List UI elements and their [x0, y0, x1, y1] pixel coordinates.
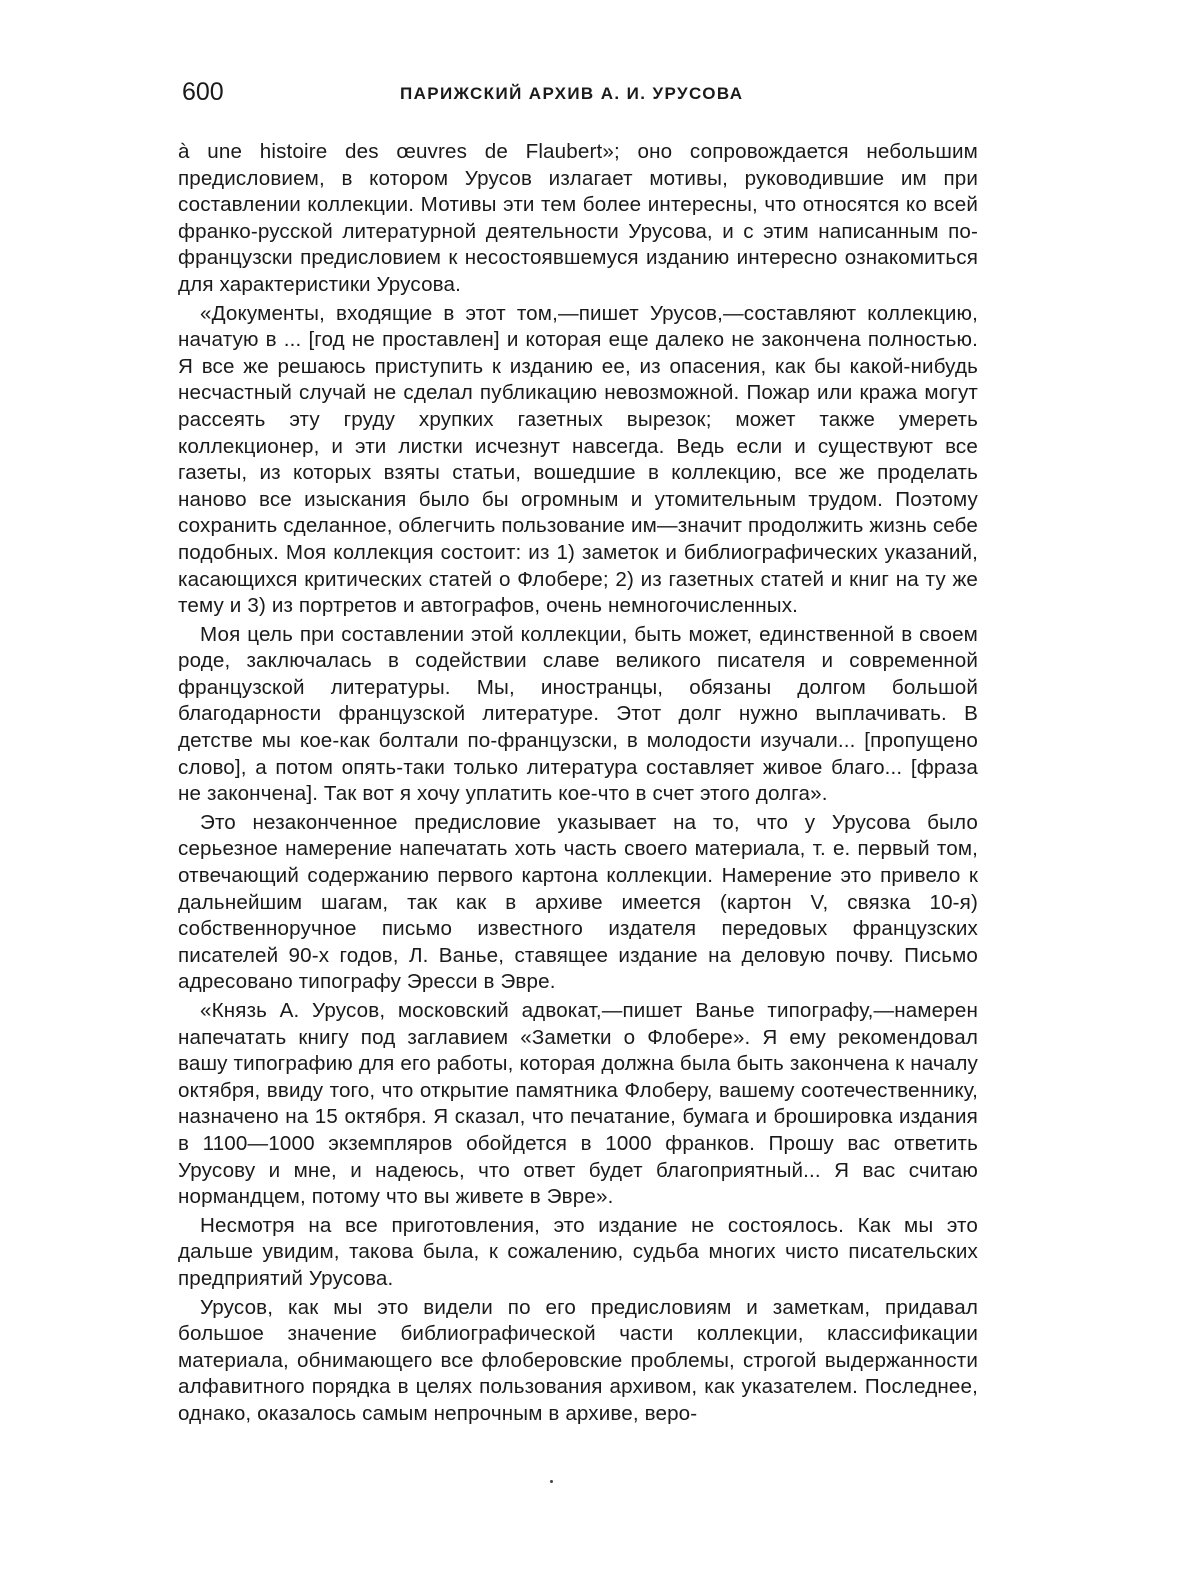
- paragraph: «Документы, входящие в этот том,—пишет Урусов,—составляют коллекцию, начатую в ... [год не проставлен] и которая еще далеко не закончена полностью. Я все же решаюсь приступить к изданию ее, из опасения, как бы какой-нибудь несчастный случай не сделал публикацию невозможной. Пожар или кража могут рассеять эту груду хрупких газетных вырезок; может также умереть коллекционер, и эти листки исчезнут навсегда. Ведь если и существуют все газеты, из которых взяты статьи, вошедшие в коллекцию, все же проделать наново все изыскания было бы огромным и утомительным трудом. Поэтому сохранить сделанное, облегчить пользование им—значит продолжить жизнь себе подобных. Моя коллекция состоит: из 1) заметок и библиографических указаний, касающихся критических статей о Флобере; 2) из газетных статей и книг на ту же тему и 3) из портретов и автографов, очень немногочисленных.: [178, 301, 978, 618]
- paragraph: Урусов, как мы это видели по его предисловиям и заметкам, придавал большое значение библиографической части коллекции, классификации материала, обнимающего все флоберовские проблемы, строгой выдержанности алфавитного порядка в целях пользования архивом, как указателем. Последнее, однако, оказалось самым непрочным в архиве, веро-: [178, 1295, 978, 1425]
- page-header: [178, 78, 978, 120]
- body-text: [178, 139, 978, 1428]
- paragraph: «Князь А. Урусов, московский адвокат,—пишет Ванье типографу,—намерен напечатать книгу под заглавием «Заметки о Флобере». Я ему рекомендовал вашу типографию для его работы, которая должна была быть закончена к началу октября, ввиду того, что открытие памятника Флоберу, вашему соотечественнику, назначено на 15 октября. Я сказал, что печатание, бумага и брошировка издания в 1100—1000 экземпляров обойдется в 1000 франков. Прошу вас ответить Урусову и мне, и надеюсь, что ответ будет благоприятный... Я вас считаю нормандцем, потому что вы живете в Эвре».: [178, 999, 978, 1209]
- paragraph: à une histoire des œuvres de Flaubert»; оно сопровождается небольшим предисловием, в котором Урусов излагает мотивы, руководившие им при составлении коллекции. Мотивы эти тем более интересны, что относятся ко всей франко-русской литературной деятельности Урусова, и с этим написанным по-французски предисловием к несостоявшемуся изданию интересно ознакомиться для характеристики Урусова.: [178, 140, 978, 296]
- page: [178, 78, 978, 1430]
- print-speck: [550, 1480, 553, 1483]
- paragraph: Это незаконченное предисловие указывает на то, что у Урусова было серьезное намерение напечатать хоть часть своего материала, т. е. первый том, отвечающий содержанию первого картона коллекции. Намерение это привело к дальнейшим шагам, так как в архиве имеется (картон V, связка 10-я) собственноручное письмо известного издателя передовых французских писателей 90-х годов, Л. Ванье, ставящее издание на деловую почву. Письмо адресовано типографу Эресси в Эвре.: [178, 810, 978, 994]
- paragraph: Моя цель при составлении этой коллекции, быть может, единственной в своем роде, заключалась в содействии славе великого писателя и современной французской литературы. Мы, иностранцы, обязаны долгом большой благодарности французской литературе. Этот долг нужно выплачивать. В детстве мы кое-как болтали по-французски, в молодости изучали... [пропущено слово], а потом опять-таки только литература составляет живое благо... [фраза не закончена]. Так вот я хочу уплатить кое-что в счет этого долга».: [178, 622, 978, 806]
- page-number: 600: [182, 78, 224, 106]
- running-head: ПАРИЖСКИЙ АРХИВ А. И. УРУСОВА: [400, 84, 744, 103]
- paragraph: Несмотря на все приготовления, это издание не состоялось. Как мы это дальше увидим, такова была, к сожалению, судьба многих чисто писательских предприятий Урусова.: [178, 1213, 978, 1290]
